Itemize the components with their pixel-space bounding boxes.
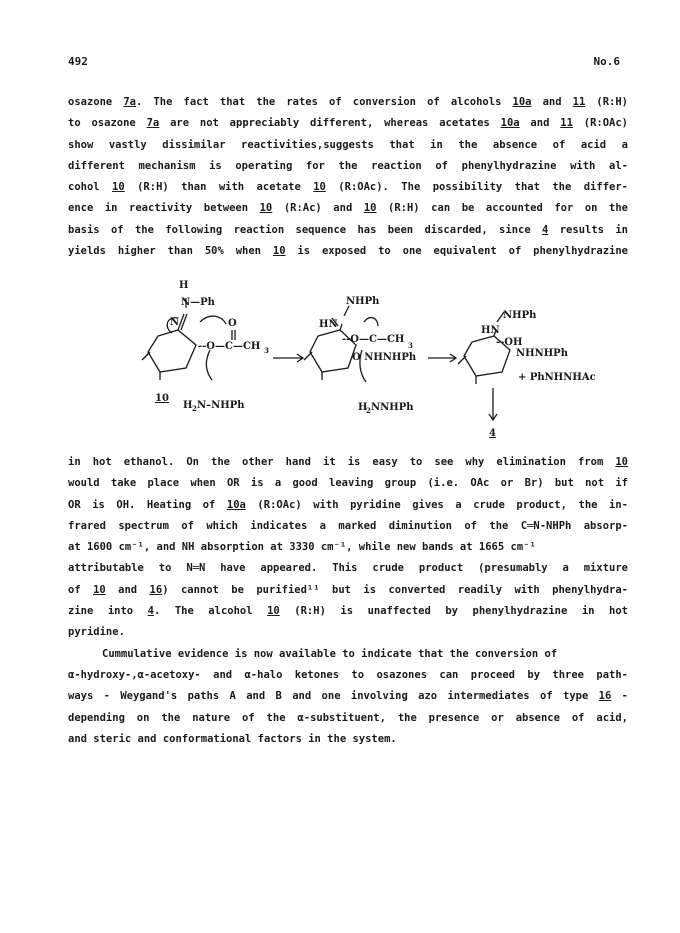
journal-issue: No.6	[593, 55, 620, 68]
text-line: of 10 and 16) cannot be purified¹¹ but is converted readily with phenylhydra-	[68, 583, 629, 596]
svg-text:HN: HN	[319, 319, 338, 330]
atom-label: H	[179, 280, 189, 291]
text-line: zine into 4. The alcohol 10 (R:H) is unaffected by phenylhydrazine in hot	[68, 605, 628, 618]
text-line: frared spectrum of which indicates a marked diminution of the C═N-NHPh absorp-	[68, 519, 628, 532]
byproduct-label: + PhNHNHAc	[518, 372, 596, 383]
text-line: in hot ethanol. On the other hand it is easy to see why elimination from 10	[68, 456, 628, 468]
curly-arrow	[364, 318, 378, 326]
svg-text:N–NHPh: N–NHPh	[197, 400, 245, 411]
text-line: osazone 7a. The fact that the rates of conversion of alcohols 10a and 11 (R:H)	[68, 96, 629, 108]
text-line: would take place when OR is a good leaving group (i.e. OAc or Br) but not if	[68, 477, 628, 490]
curly-arrow	[200, 316, 226, 324]
text-line: cohol 10 (R:H) than with acetate 10 (R:OAc). The possibility that the differ-	[68, 181, 628, 194]
svg-text:--O—C—CH: --O—C—CH	[342, 334, 405, 345]
text-line: Cummulative evidence is now available to indicate that the conversion of	[102, 647, 558, 660]
compound-label: 10	[155, 393, 169, 404]
svg-text:2: 2	[192, 404, 197, 413]
svg-text:HN: HN	[481, 325, 500, 336]
text-line: basis of the following reaction sequence has been discarded, since 4 results in	[68, 223, 628, 236]
reaction-arrow	[428, 354, 456, 362]
svg-text:NHPh: NHPh	[503, 310, 537, 321]
text-line: OR is OH. Heating of 10a (R:OAc) with pyridine gives a crude product, the in-	[68, 498, 628, 511]
text-line: α-hydroxy-,α-acetoxy- and α-halo ketones to osazones can proceed by three path-	[68, 668, 628, 681]
text-line: show vastly dissimilar reactivities,suggests that in the absence of acid a	[68, 138, 628, 151]
text-line: yields higher than 50% when 10 is exposed to one equivalent of phenylhydrazine	[68, 245, 628, 258]
atom-label: 3	[264, 346, 269, 355]
text-line: ways - Weygand's paths A and B and one involving azo intermediates of type 16 -	[68, 690, 628, 703]
atom-label: N—Ph	[181, 297, 215, 308]
atom-label: N	[170, 317, 180, 328]
svg-text:3: 3	[408, 341, 413, 350]
reaction-arrow	[273, 354, 303, 362]
text-line: and steric and conformational factors in the system.	[68, 732, 397, 745]
svg-text:NHPh: NHPh	[346, 296, 380, 307]
reagent-label: H	[183, 400, 193, 411]
text-line: different mechanism is operating for the reaction of phenylhydrazine with al-	[68, 159, 628, 172]
scheme-structure-3	[458, 312, 510, 384]
page-number: 492	[68, 55, 88, 68]
text-line: at 1600 cm⁻¹, and NH absorption at 3330 cm⁻¹, while new bands at 1665 cm⁻¹	[68, 541, 536, 554]
svg-text:--OH: --OH	[496, 337, 523, 348]
svg-text:O NHNHPh: O NHNHPh	[352, 352, 417, 363]
compound-label: 4	[489, 428, 496, 439]
atom-label: O	[228, 318, 237, 329]
curly-arrow	[206, 350, 212, 380]
svg-text:NNHPh: NNHPh	[371, 402, 414, 413]
text-line: pyridine.	[68, 626, 125, 639]
text-line: ence in reactivity between 10 (R:Ac) and 10 (R:H) can be accounted for on the	[68, 202, 629, 215]
svg-text:NHNHPh: NHNHPh	[516, 348, 568, 359]
cyclopentane-ring	[148, 330, 196, 372]
text-line: attributable to N═N have appeared. This crude product (presumably a mixture	[68, 562, 628, 575]
reagent-label: H	[358, 402, 368, 413]
reaction-arrow-down	[489, 388, 497, 420]
atom-label: --O—C—CH	[198, 341, 261, 352]
svg-text:2: 2	[366, 406, 371, 415]
text-line: depending on the nature of the α-substituent, the presence or absence of acid,	[68, 711, 628, 724]
text-line: to osazone 7a are not appreciably different, whereas acetates 10a and 11 (R:OAc)	[68, 117, 628, 130]
scheme-structure-1	[142, 298, 235, 380]
paragraph-2	[68, 452, 628, 750]
